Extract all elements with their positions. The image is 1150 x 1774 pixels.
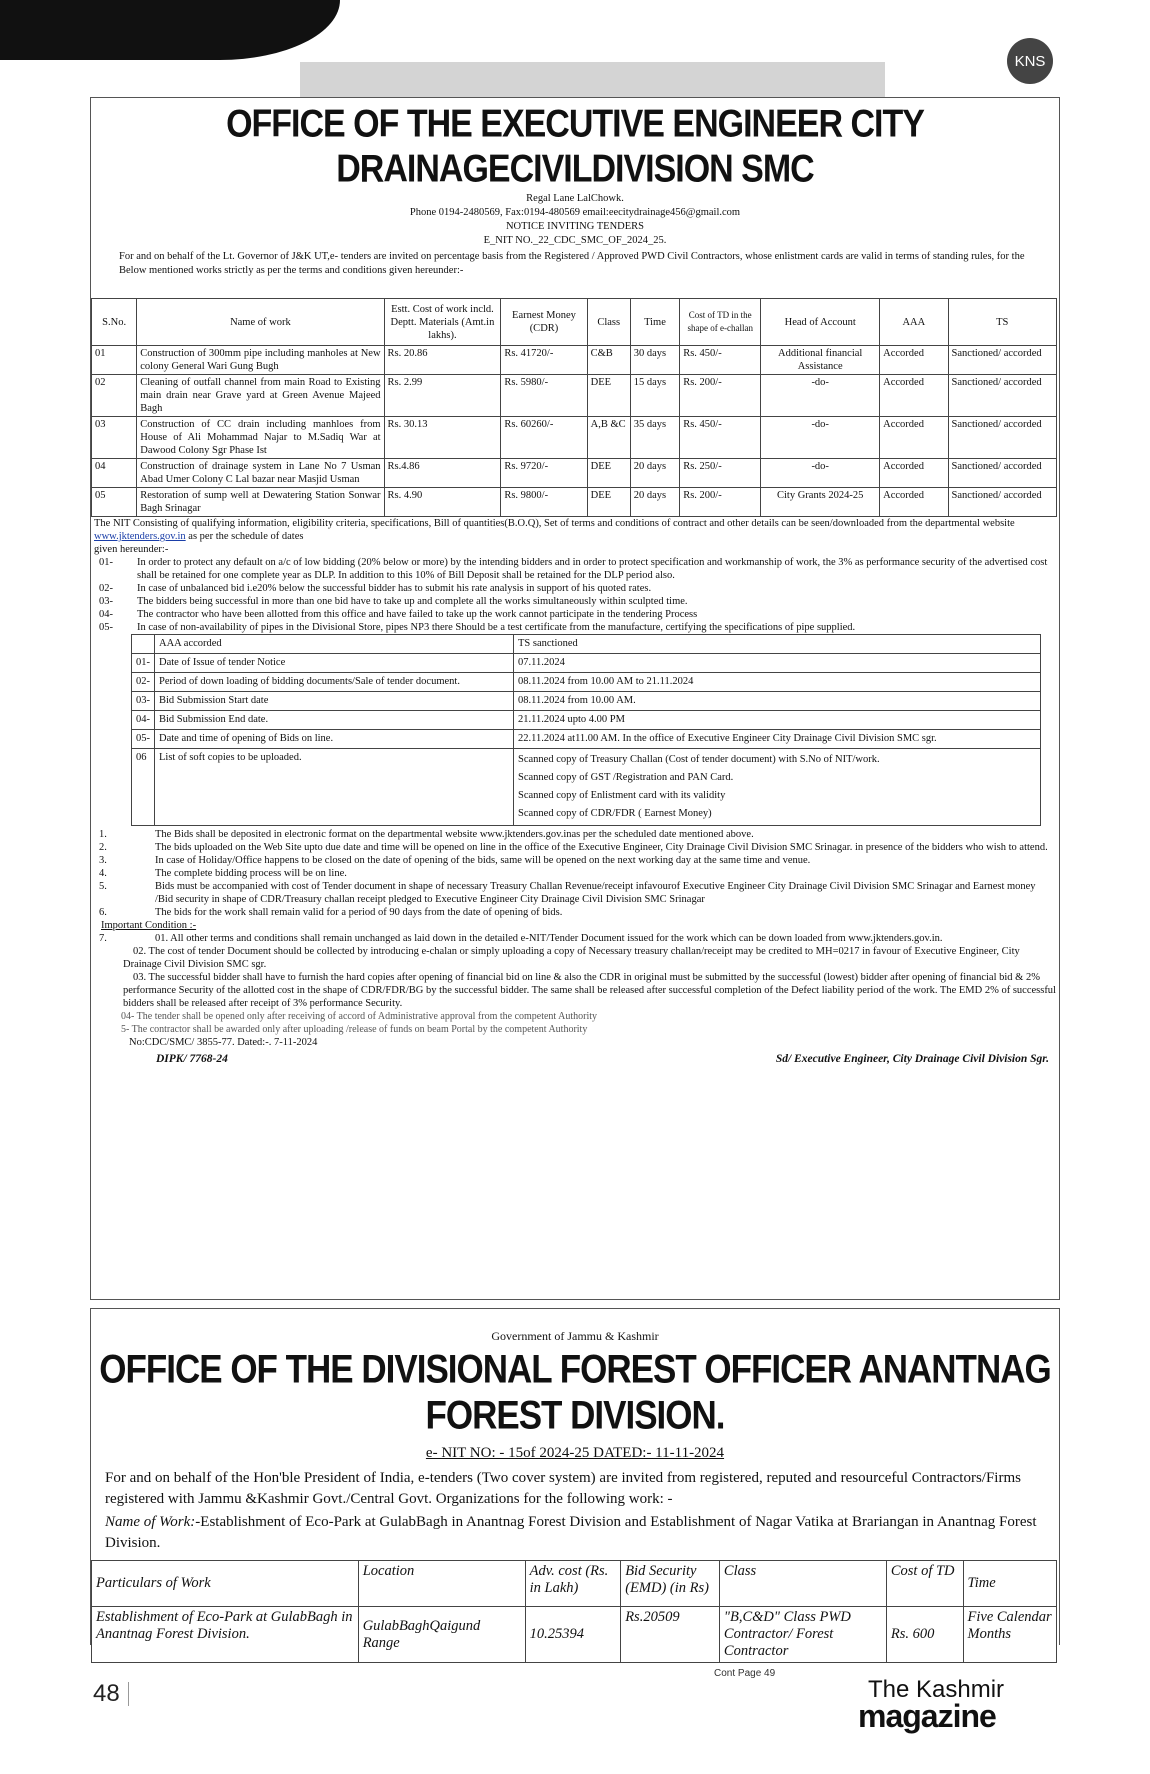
list-item — [99, 867, 1051, 880]
list-item — [99, 906, 1051, 919]
header-strip — [300, 62, 885, 102]
list-item-number: 04- — [99, 609, 113, 620]
table-cell: Rs. 5980/- — [501, 375, 587, 417]
table-cell: Sanctioned/ accorded — [948, 459, 1056, 488]
works-table-header: Class — [587, 299, 630, 346]
list-item-text: The Bids shall be deposited in electronic format on the departmental website www.jktenders.gov.inas per the scheduled date mentioned above. — [155, 829, 754, 840]
table-cell: 04 — [92, 459, 137, 488]
works-table-header: Time — [630, 299, 679, 346]
notice1-address: Regal Lane LalChowk. — [526, 193, 624, 204]
schedule-cell: 03- — [132, 692, 155, 711]
signature: Sd/ Executive Engineer, City Drainage Civil Division Sgr. — [775, 1053, 1049, 1065]
forest-table-header: Location — [358, 1561, 525, 1607]
list-item-text: The contractor who have been allotted from this office and have failed to take up the work cannot participate in the tendering Process — [137, 609, 698, 620]
page-divider — [128, 1682, 129, 1706]
website-link[interactable]: www.jktenders.gov.in — [94, 531, 186, 542]
schedule-cell — [132, 635, 155, 654]
brand-name-bottom: magazine — [858, 1698, 996, 1734]
notice2-intro: For and on behalf of the Hon'ble President of India, e-tenders (Two cover system) are invited from registered, reputed and resourceful Contractors/Firms registered with Jammu &Kashmir Govt./Central Govt. Organizations for the following work: - — [105, 1470, 1021, 1507]
schedule-cell: Bid Submission End date. — [155, 711, 514, 730]
table-cell: 35 days — [630, 417, 679, 459]
table-cell: Sanctioned/ accorded — [948, 346, 1056, 375]
schedule-head-aaa: AAA accorded — [155, 635, 514, 654]
table-cell: Rs. 9800/- — [501, 488, 587, 517]
schedule-cell: 05- — [132, 730, 155, 749]
works-table-header: S.No. — [92, 299, 137, 346]
table-cell: Rs. 30.13 — [384, 417, 501, 459]
table-cell: Additional financial Assistance — [761, 346, 880, 375]
works-table-header: Estt. Cost of work incld. Deptt. Materials (Amt.in lakhs). — [384, 299, 501, 346]
list-item-text: The bids uploaded on the Web Site upto due date and time will be opened on line in the office of the Executive Engineer, City Drainage Civil Division SMC Srinagar. in presence of the bidders who wish to attend. — [155, 842, 1048, 853]
nit-paragraph — [91, 517, 1059, 543]
schedule-row — [132, 730, 1041, 749]
table-cell: Accorded — [880, 346, 948, 375]
table-row — [92, 459, 1057, 488]
schedule-cell: 21.11.2024 upto 4.00 PM — [514, 711, 1041, 730]
list-item-text: The bidders being successful in more than one bid have to take up and complete all the works simultaneously within sculpted time. — [137, 596, 688, 607]
schedule-cell — [514, 749, 1041, 826]
table-cell: -do- — [761, 375, 880, 417]
forest-table-header: Time — [963, 1561, 1057, 1607]
notice1-nit-label: NOTICE INVITING TENDERS — [505, 221, 645, 232]
table-cell: 30 days — [630, 346, 679, 375]
list-item-text: In case of unbalanced bid i.e20% below the successful bidder has to submit his rate analysis in support of his quoted rates. — [137, 583, 652, 594]
table-cell: Accorded — [880, 488, 948, 517]
notice2-nit: e- NIT NO: - 15of 2024-25 DATED:- 11-11-2024 — [425, 1445, 725, 1461]
list-item-text: Bids must be accompanied with cost of Tender document in shape of necessary Treasury Challan Revenue/receipt infavourof Executive Engineer City Drainage Civil Division SMC Srinagar and Earnest money /Bid security in shape of CDR/Treasury challan receipt pledged to Executive Engineer City Drainage Civil Division SMC Srinagar — [155, 881, 1036, 905]
list-item-number: 5. — [99, 881, 107, 892]
table-cell: Sanctioned/ accorded — [948, 488, 1056, 517]
notice-city-drainage — [90, 97, 1060, 1300]
notice1-title: OFFICE OF THE EXECUTIVE ENGINEER CITY DRAINAGECIVILDIVISION SMC — [226, 102, 924, 191]
schedule-header-row — [132, 635, 1041, 654]
name-of-work-label: Name of Work: — [105, 1514, 196, 1530]
kns-logo-badge: KNS — [1007, 38, 1053, 84]
table-cell: Rs. 60260/- — [501, 417, 587, 459]
list-item-number: 6. — [99, 907, 107, 918]
schedule-row — [132, 692, 1041, 711]
table-cell: Accorded — [880, 459, 948, 488]
table-cell: Accorded — [880, 417, 948, 459]
forest-table-header: Adv. cost (Rs. in Lakh) — [525, 1561, 621, 1607]
list-item-text: In case of Holiday/Office happens to be closed on the date of opening of the bids, same will be opened on the next working day at the same time and venue. — [155, 855, 811, 866]
forest-table-header: Cost of TD — [886, 1561, 963, 1607]
forest-table-header: Class — [719, 1561, 886, 1607]
table-cell: City Grants 2024-25 — [761, 488, 880, 517]
table-cell: Rs. 250/- — [680, 459, 761, 488]
schedule-table — [131, 634, 1041, 826]
list-item — [99, 841, 1051, 854]
list-item-text: The complete bidding process will be on line. — [155, 868, 347, 879]
list-item — [99, 621, 1051, 634]
condition-number: 7. — [99, 933, 107, 944]
terms-list — [91, 828, 1059, 919]
condition-04: 04- The tender shall be opened only after receiving of accord of Administrative approval from the competent Authority — [121, 1011, 598, 1022]
notice2-title: OFFICE OF THE DIVISIONAL FOREST OFFICER ANANTNAG FOREST DIVISION. — [99, 1347, 1051, 1438]
schedule-cell: 06 — [132, 749, 155, 826]
schedule-cell: 08.11.2024 from 10.00 AM to 21.11.2024 — [514, 673, 1041, 692]
list-item-number: 01- — [99, 557, 113, 568]
works-table-header: Name of work — [137, 299, 384, 346]
works-table-header: Head of Account — [761, 299, 880, 346]
table-cell: Cleaning of outfall channel from main Road to Existing main drain near Grave yard at Green Avenue Majeed Bagh — [137, 375, 384, 417]
table-row — [92, 488, 1057, 517]
list-item-number: 1. — [99, 829, 107, 840]
table-cell: 05 — [92, 488, 137, 517]
list-item — [99, 582, 1051, 595]
table-cell: DEE — [587, 459, 630, 488]
soft-copy-item: Scanned copy of Enlistment card with its validity — [518, 790, 726, 801]
table-cell: C&B — [587, 346, 630, 375]
table-cell: Construction of 300mm pipe including manholes at New colony General Wari Gung Bugh — [137, 346, 384, 375]
soft-copy-item: Scanned copy of CDR/FDR ( Earnest Money) — [518, 808, 712, 819]
table-cell: -do- — [761, 417, 880, 459]
forest-table-cell: Rs. 600 — [886, 1607, 963, 1663]
schedule-cell: List of soft copies to be uploaded. — [155, 749, 514, 826]
corner-decoration — [0, 0, 340, 60]
schedule-cell: Period of down loading of bidding documents/Sale of tender document. — [155, 673, 514, 692]
schedule-cell: Date of Issue of tender Notice — [155, 654, 514, 673]
table-cell: Rs. 200/- — [680, 488, 761, 517]
condition-7 — [91, 932, 1059, 945]
list-item — [99, 828, 1051, 841]
condition-03: 03. The successful bidder shall have to furnish the hard copies after opening of financial bid on line & also the CDR in original must be submitted by the successful (lowest) bidder after opening of financial bid & 2% performance Security of the allotted cost in the shape of CDR/FDR/BG by the successful bidder. The same shall be released after successful completion of the Defect liability period of the work. The EMD 2% of successful bidders shall be released after receipt of 3% performance Security. — [123, 972, 1056, 1009]
works-table — [91, 298, 1057, 517]
dipk-number: DIPK/ 7768-24 — [156, 1053, 228, 1065]
soft-copy-item: Scanned copy of Treasury Challan (Cost of tender document) with S.No of NIT/work. — [518, 754, 880, 765]
reference-number: No:CDC/SMC/ 3855-77. Dated:-. 7-11-2024 — [129, 1037, 318, 1048]
table-cell: Rs. 20.86 — [384, 346, 501, 375]
works-table-header: AAA — [880, 299, 948, 346]
notice-forest-division — [90, 1308, 1060, 1659]
schedule-row — [132, 673, 1041, 692]
notice1-nit-number: E_NIT NO._22_CDC_SMC_OF_2024_25. — [483, 235, 667, 246]
schedule-row — [132, 654, 1041, 673]
notice1-intro: For and on behalf of the Lt. Governor of J&K UT,e- tenders are invited on percentage basis from the Registered / Approved PWD Civil Contractors, whose enlistment cards are valid in terms of standing rules, for the Below mentioned works strictly as per the terms and conditions given hereunder:- — [119, 251, 1025, 276]
table-cell: Rs. 4.90 — [384, 488, 501, 517]
table-cell: Construction of drainage system in Lane No 7 Usman Abad Umer Colony C Lal bazar near Masjid Usman — [137, 459, 384, 488]
schedule-cell: 02- — [132, 673, 155, 692]
soft-copy-item: Scanned copy of GST /Registration and PAN Card. — [518, 772, 734, 783]
table-row — [92, 346, 1057, 375]
table-cell: Rs. 9720/- — [501, 459, 587, 488]
table-cell: DEE — [587, 488, 630, 517]
table-cell: DEE — [587, 375, 630, 417]
list-item-text: In order to protect any default on a/c of low bidding (20% below or more) by the intending bidders and in order to protect specification and workmanship of work, the 3% as performance security of the advertised cost shall be retained for one complete year as DLP. In addition to this 10% of Bill Deposit shall be retained for the DLP period also. — [137, 557, 1048, 581]
forest-table-header: Bid Security (EMD) (in Rs) — [621, 1561, 720, 1607]
table-cell: Sanctioned/ accorded — [948, 375, 1056, 417]
schedule-cell: 08.11.2024 from 10.00 AM. — [514, 692, 1041, 711]
table-cell: Accorded — [880, 375, 948, 417]
brand-name-top: The Kashmir — [868, 1676, 1005, 1703]
schedule-cell: Bid Submission Start date — [155, 692, 514, 711]
notice1-contact: Phone 0194-2480569, Fax:0194-480569 email:eecitydrainage456@gmail.com — [409, 207, 741, 218]
table-cell: Rs. 2.99 — [384, 375, 501, 417]
table-cell: 03 — [92, 417, 137, 459]
forest-table-cell: Five Calendar Months — [963, 1607, 1057, 1663]
list-item — [99, 880, 1051, 906]
govt-label: Government of Jammu & Kashmir — [491, 1329, 659, 1343]
list-item-number: 2. — [99, 842, 107, 853]
forest-table-cell: 10.25394 — [525, 1607, 621, 1663]
table-cell: Restoration of sump well at Dewatering Station Sonwar Bagh Srinagar — [137, 488, 384, 517]
list-item-number: 4. — [99, 868, 107, 879]
forest-table-cell: Rs.20509 — [621, 1607, 720, 1663]
schedule-row — [132, 749, 1041, 826]
list-item-text: The bids for the work shall remain valid for a period of 90 days from the date of opening of bids. — [155, 907, 563, 918]
list-item — [99, 608, 1051, 621]
table-cell: Rs. 450/- — [680, 346, 761, 375]
notice2-name-of-work — [91, 1510, 1059, 1560]
condition-02: 02. The cost of tender Document should be collected by introducing e-chalan or simply uploading a copy of Necessary treasury challan/receipt may be credited to MH=0217 in favour of Executive Engineer, City Drainage Civil Division SMC sgr. — [123, 946, 1020, 970]
schedule-cell: 04- — [132, 711, 155, 730]
schedule-cell: 22.11.2024 at11.00 AM. In the office of Executive Engineer City Drainage Civil Division SMC sgr. — [514, 730, 1041, 749]
name-of-work-text: -Establishment of Eco-Park at GulabBagh in Anantnag Forest Division and Establishment of Nagar Vatika at Brariangan in Anantnag Forest Division. — [105, 1514, 1037, 1551]
table-cell: Construction of CC drain including manhloes from House of Ali Mohammad Najar to M.Sadiq War at Dawood Colony Sgr Phase Ist — [137, 417, 384, 459]
given-hereunder: given hereunder:- — [94, 544, 169, 555]
condition-7-text: 01. All other terms and conditions shall remain unchanged as laid down in the detailed e-NIT/Tender Document issued for the work which can be down loaded from www.jktenders.gov.in. — [155, 933, 943, 944]
nit-text-2: as per the schedule of dates — [188, 531, 304, 542]
continued-note: Cont Page 49 — [714, 1668, 776, 1679]
forest-table-cell: GulabBaghQaigund Range — [358, 1607, 525, 1663]
schedule-cell: Date and time of opening of Bids on line. — [155, 730, 514, 749]
forest-table-header: Particulars of Work — [92, 1561, 359, 1607]
table-cell: -do- — [761, 459, 880, 488]
list-item-number: 3. — [99, 855, 107, 866]
table-cell: 01 — [92, 346, 137, 375]
table-cell: 20 days — [630, 488, 679, 517]
forest-table-cell: "B,C&D" Class PWD Contractor/ Forest Contractor — [719, 1607, 886, 1663]
table-cell: Sanctioned/ accorded — [948, 417, 1056, 459]
schedule-cell: 01- — [132, 654, 155, 673]
page-number: 48 — [93, 1680, 120, 1707]
table-row — [92, 417, 1057, 459]
schedule-row — [132, 711, 1041, 730]
list-item-text: In case of non-availability of pipes in the Divisional Store, pipes NP3 there Should be a test certificate from the manufacture, certifying the specifications of pipe supplied. — [137, 622, 856, 633]
forest-table-cell: Establishment of Eco-Park at GulabBagh in Anantnag Forest Division. — [92, 1607, 359, 1663]
table-cell: A,B &C — [587, 417, 630, 459]
works-table-header: Earnest Money (CDR) — [501, 299, 587, 346]
points-list — [91, 556, 1059, 634]
table-cell: 02 — [92, 375, 137, 417]
table-cell: 15 days — [630, 375, 679, 417]
table-cell: Rs.4.86 — [384, 459, 501, 488]
list-item — [99, 595, 1051, 608]
nit-text: The NIT Consisting of qualifying information, eligibility criteria, specifications, Bill of quantities(B.O.Q), Set of terms and conditions of contract and other details can be seen/downloaded from the departmental website — [94, 518, 1015, 529]
schedule-cell: 07.11.2024 — [514, 654, 1041, 673]
table-cell: Rs. 200/- — [680, 375, 761, 417]
forest-table — [91, 1560, 1057, 1663]
list-item — [99, 854, 1051, 867]
works-table-header: Cost of TD in the shape of e-challan — [680, 299, 761, 346]
signature-row — [91, 1049, 1059, 1065]
table-row — [92, 375, 1057, 417]
works-table-header: TS — [948, 299, 1056, 346]
important-conditions: Important Condition :- — [101, 920, 197, 931]
condition-05: 5- The contractor shall be awarded only after uploading /release of funds on beam Portal by the competent Authority — [121, 1024, 588, 1035]
list-item — [99, 556, 1051, 582]
list-item-number: 05- — [99, 622, 113, 633]
table-cell: 20 days — [630, 459, 679, 488]
table-cell: Rs. 450/- — [680, 417, 761, 459]
list-item-number: 03- — [99, 596, 113, 607]
list-item-number: 02- — [99, 583, 113, 594]
schedule-head-ts: TS sanctioned — [514, 635, 1041, 654]
table-cell: Rs. 41720/- — [501, 346, 587, 375]
